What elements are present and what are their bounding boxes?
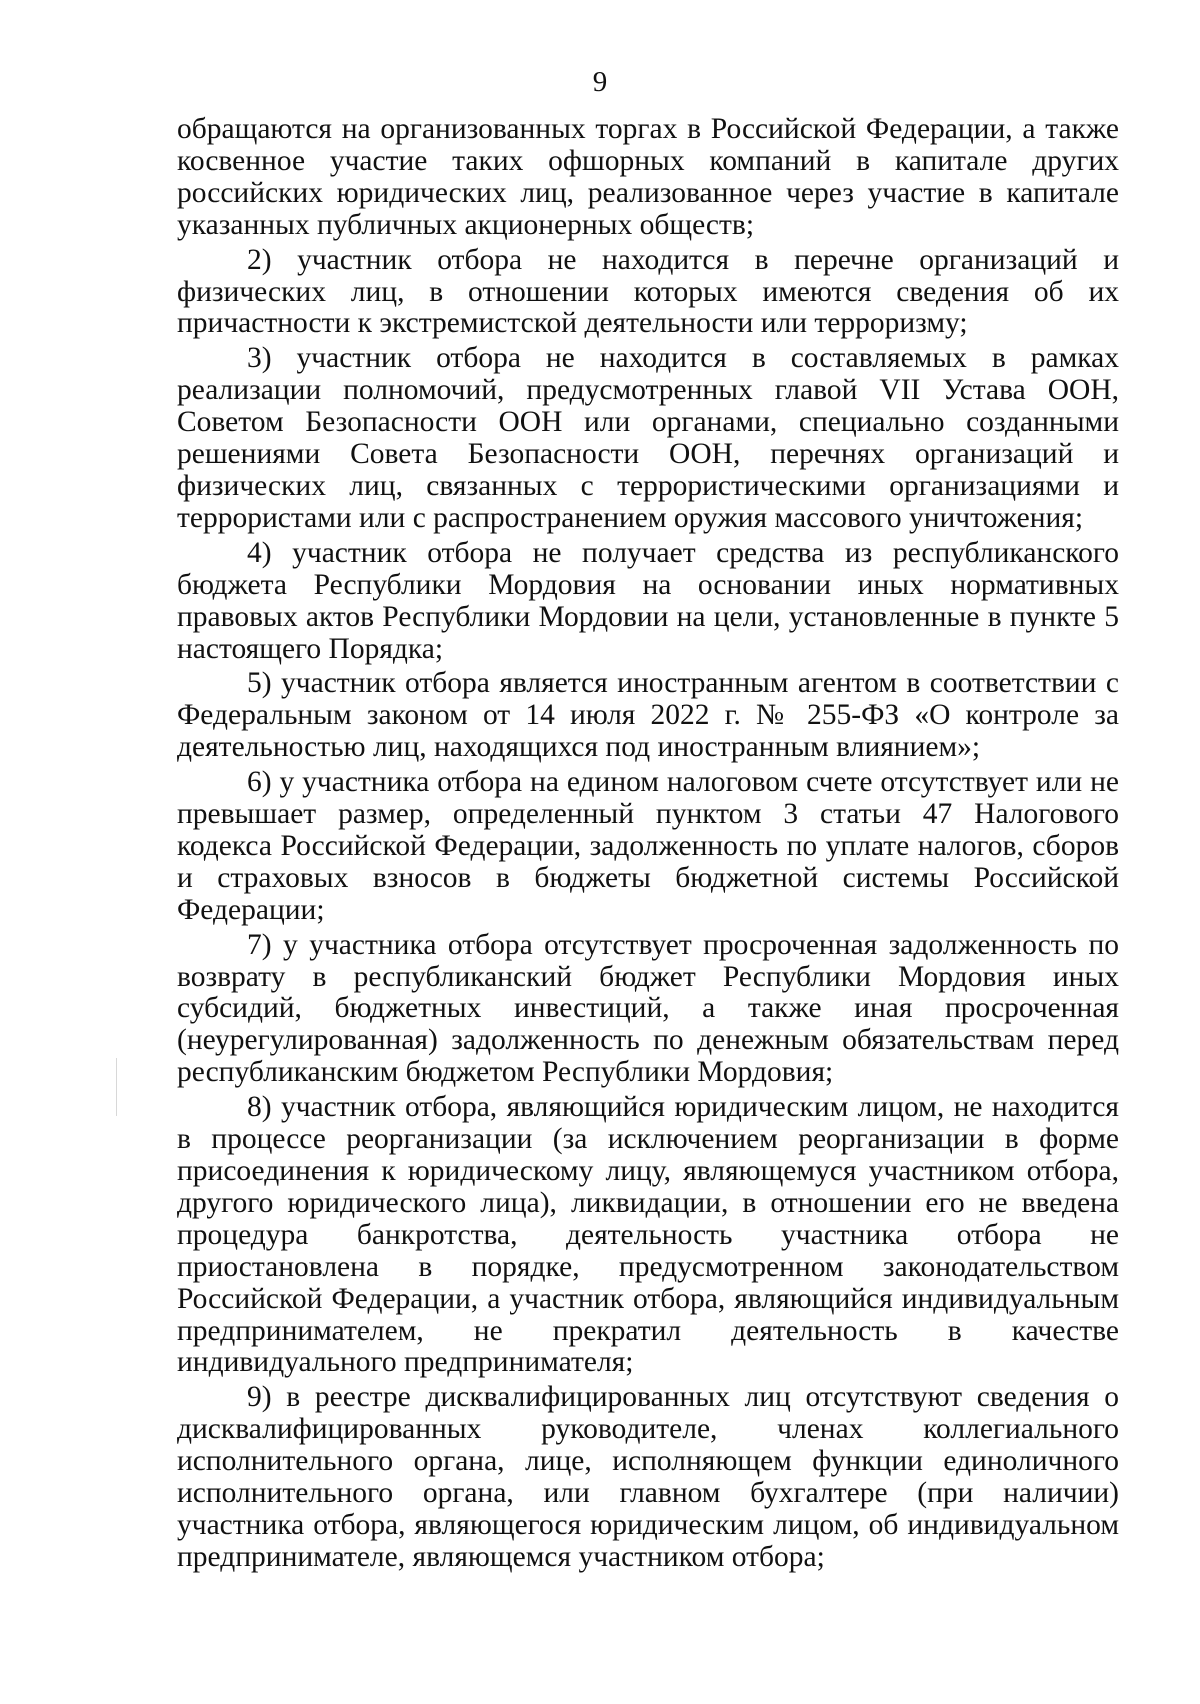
paragraph-item-3: 3) участник отбора не находится в составляемых в рамках реализации полномочий, предусмотренных главой VII Устава ООН, Советом Безопасности ООН или органами, специально созданными решениями Совета Безопасности ООН, перечнях организаций и физических лиц, связанных с террористическими организациями и террористами или с распространением оружия массового уничтожения; xyxy=(177,342,1119,534)
paragraph-item-5: 5) участник отбора является иностранным агентом в соответствии с Федеральным законом от 14 июля 2022 г. № 255-ФЗ «О контроле за деятельностью лиц, находящихся под иностранным влиянием»; xyxy=(177,667,1119,764)
paragraph-continuation: обращаются на организованных торгах в Российской Федерации, а также косвенное участие таких офшорных компаний в капитале других российских юридических лиц, реализованное через участие в капитале указанных публичных акционерных обществ; xyxy=(177,113,1119,241)
document-body xyxy=(177,114,1119,1577)
paragraph-item-9: 9) в реестре дисквалифицированных лиц отсутствуют сведения о дисквалифицированных руководителе, членах коллегиального исполнительного органа, лице, исполняющем функции единоличного исполнительного органа, или главном бухгалтере (при наличии) участника отбора, являющегося юридическим лицом, об индивидуальном предпринимателе, являющемся участником отбора; xyxy=(177,1381,1119,1573)
paragraph-item-2: 2) участник отбора не находится в перечне организаций и физических лиц, в отношении которых имеются сведения об их причастности к экстремистской деятельности или терроризму; xyxy=(177,243,1119,340)
paragraph-item-6: 6) у участника отбора на едином налоговом счете отсутствует или не превышает размер, определенный пунктом 3 статьи 47 Налогового кодекса Российской Федерации, задолженность по уплате налогов, сборов и страховых взносов в бюджеты бюджетной системы Российской Федерации; xyxy=(177,766,1119,926)
page-number: 9 xyxy=(592,66,608,98)
paragraph-item-7: 7) у участника отбора отсутствует просроченная задолженность по возврату в республиканский бюджет Республики Мордовия иных субсидий, бюджетных инвестиций, а также иная просроченная (неурегулированная) задолженность по денежным обязательствам перед республиканским бюджетом Республики Мордовия; xyxy=(177,928,1119,1089)
paragraph-item-4: 4) участник отбора не получает средства из республиканского бюджета Республики Мордовия на основании иных нормативных правовых актов Республики Мордовии на цели, установленные в пункте 5 настоящего Порядка; xyxy=(177,536,1119,665)
scan-margin-mark xyxy=(116,1058,117,1116)
paragraph-item-8: 8) участник отбора, являющийся юридическим лицом, не находится в процессе реорганизации (за исключением реорганизации в форме присоединения к юридическому лицу, являющемуся участником отбора, другого юридического лица), ликвидации, в отношении его не введена процедура банкротства, деятельность участника отбора не приостановлена в порядке, предусмотренном законодательством Российской Федерации, а участник отбора, являющийся индивидуальным предпринимателем, не прекратил деятельность в качестве индивидуального предпринимателя; xyxy=(177,1091,1119,1379)
